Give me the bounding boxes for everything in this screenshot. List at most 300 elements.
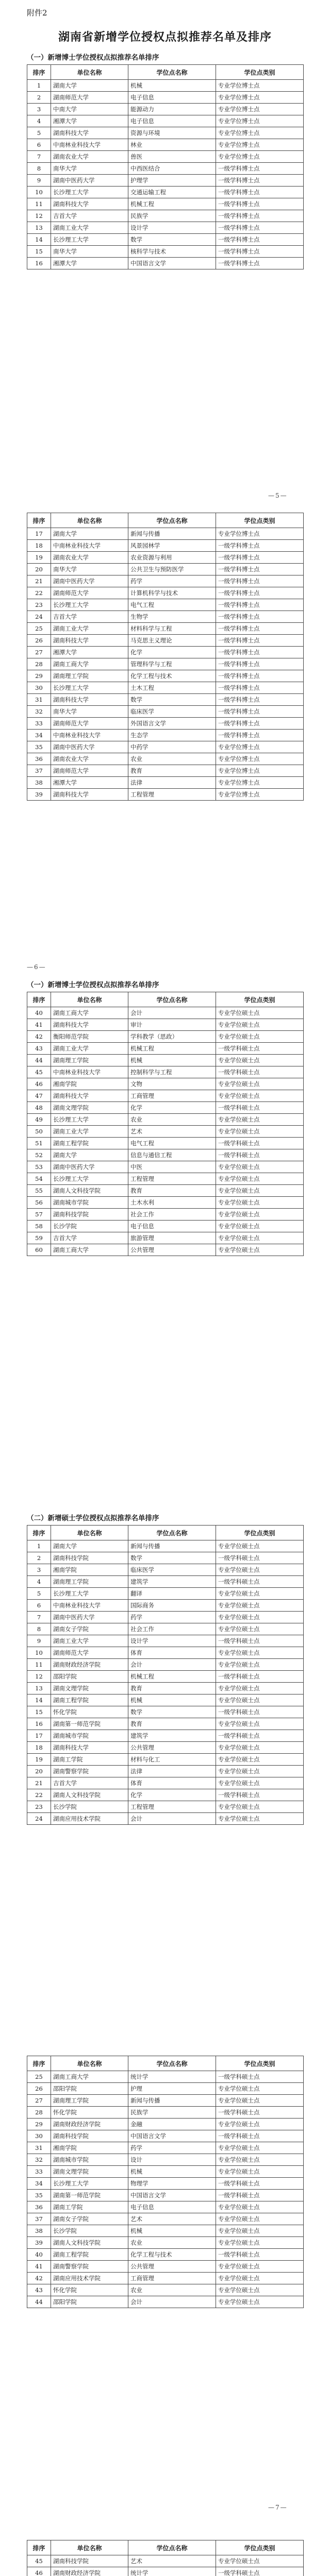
table-row <box>27 765 304 777</box>
table-cell: 12 <box>27 1671 51 1683</box>
table-cell: 24 <box>27 1813 51 1825</box>
table-cell: 湘南学院 <box>51 1078 128 1090</box>
column-header: 排序 <box>27 992 51 1007</box>
table-cell: 33 <box>27 2166 51 2178</box>
table-cell: 金融 <box>128 2119 216 2130</box>
table-cell: 数学 <box>128 234 216 246</box>
table-cell: 化学 <box>128 1789 216 1801</box>
table-cell: 8 <box>27 1623 51 1635</box>
table-cell: 53 <box>27 1161 51 1173</box>
table-row <box>27 139 304 151</box>
table-cell: 专业学位博士点 <box>216 789 304 801</box>
table-cell: 6 <box>27 139 51 151</box>
table-cell: 一级学科博士点 <box>216 694 304 706</box>
table-cell: 一级学科博士点 <box>216 647 304 658</box>
table-cell: 长沙理工大学 <box>51 2178 128 2190</box>
table-cell: 药学 <box>128 575 216 587</box>
table-row <box>27 1671 304 1683</box>
table-cell: 中南大学 <box>51 104 128 115</box>
column-header: 学位点名称 <box>128 1526 216 1540</box>
table-cell: 湖南财政经济学院 <box>51 2567 128 2576</box>
table-cell: 专业学位硕士点 <box>216 1754 304 1766</box>
table-cell: 法律 <box>128 1766 216 1777</box>
table-cell: 32 <box>27 706 51 718</box>
table-cell: 衡阳师范学院 <box>51 1031 128 1043</box>
table-row <box>27 1232 304 1244</box>
table-cell: 湖南第一师范学院 <box>51 1718 128 1730</box>
table-cell: 一级学科硕士点 <box>216 1102 304 1114</box>
table-cell: 湘南学院 <box>51 2142 128 2154</box>
table-cell: 新闻与传播 <box>128 528 216 540</box>
table-row <box>27 1623 304 1635</box>
table-cell: 一级学科硕士点 <box>216 2567 304 2576</box>
table-row <box>27 1161 304 1173</box>
table-cell: 设计学 <box>128 222 216 234</box>
table-cell: 湖南工程学院 <box>51 1138 128 1149</box>
table-cell: 36 <box>27 2201 51 2213</box>
table-cell: 19 <box>27 552 51 564</box>
table-cell: 长沙理工大学 <box>51 1588 128 1600</box>
table-row <box>27 1055 304 1066</box>
table-row <box>27 611 304 623</box>
table-cell: 7 <box>27 151 51 163</box>
table-row <box>27 2107 304 2119</box>
table-cell: 湖南工业大学 <box>51 1043 128 1055</box>
table-cell: 专业学位硕士点 <box>216 1185 304 1197</box>
table-cell: 湖南科技大学 <box>51 1742 128 1754</box>
table-row <box>27 2071 304 2083</box>
table-cell: 专业学位博士点 <box>216 92 304 104</box>
table-cell: 会计 <box>128 1813 216 1825</box>
table-cell: 55 <box>27 1185 51 1197</box>
table-cell: 林业 <box>128 139 216 151</box>
table-cell: 化学工程与技术 <box>128 2249 216 2261</box>
table-row <box>27 2284 304 2296</box>
table-cell: 艺术 <box>128 2213 216 2225</box>
table-cell: 湖南中医药大学 <box>51 741 128 753</box>
table-cell: 一级学科博士点 <box>216 682 304 694</box>
table-row <box>27 1612 304 1623</box>
table-row <box>27 92 304 104</box>
table-cell: 公共管理 <box>128 1244 216 1256</box>
table-cell: 南华大学 <box>51 564 128 575</box>
table-cell: 6 <box>27 1600 51 1612</box>
table-cell: 46 <box>27 1078 51 1090</box>
column-header: 排序 <box>27 65 51 80</box>
table-cell: 中国语言文学 <box>128 258 216 269</box>
table-cell: 35 <box>27 741 51 753</box>
table-cell: 设计学 <box>128 1635 216 1647</box>
table-row <box>27 1730 304 1742</box>
table-cell: 湖南大学 <box>51 1540 128 1552</box>
table-cell: 11 <box>27 1659 51 1671</box>
table-cell: 国际商务 <box>128 1600 216 1612</box>
table-cell: 湖南大学 <box>51 528 128 540</box>
table-cell: 专业学位硕士点 <box>216 2095 304 2107</box>
table-cell: 社会工作 <box>128 1209 216 1221</box>
column-header: 单位名称 <box>51 992 128 1007</box>
table-cell: 教育 <box>128 1718 216 1730</box>
table-cell: 37 <box>27 2213 51 2225</box>
table-row <box>27 1647 304 1659</box>
table-cell: 37 <box>27 765 51 777</box>
table-cell: 外国语言文学 <box>128 718 216 730</box>
table-row <box>27 1588 304 1600</box>
table-row <box>27 1777 304 1789</box>
table-cell: 专业学位硕士点 <box>216 1813 304 1825</box>
table-cell: 化学 <box>128 647 216 658</box>
column-header: 单位名称 <box>51 65 128 80</box>
table-cell: 30 <box>27 2130 51 2142</box>
table-cell: 文物 <box>128 1078 216 1090</box>
table-row <box>27 552 304 564</box>
table-cell: 专业学位硕士点 <box>216 1161 304 1173</box>
table-row <box>27 2178 304 2190</box>
table-cell: 44 <box>27 1055 51 1066</box>
table-cell: 机械工程 <box>128 1043 216 1055</box>
table-cell: 公共管理 <box>128 1742 216 1754</box>
table-cell: 一级学科硕士点 <box>216 2178 304 2190</box>
table-cell: 新闻与传播 <box>128 2095 216 2107</box>
table-cell: 建筑学 <box>128 1730 216 1742</box>
table-cell: 专业学位博士点 <box>216 127 304 139</box>
table-cell: 28 <box>27 658 51 670</box>
column-header: 排序 <box>27 513 51 528</box>
table-cell: 一级学科博士点 <box>216 587 304 599</box>
table-row <box>27 1007 304 1019</box>
table-row <box>27 2119 304 2130</box>
table-cell: 12 <box>27 210 51 222</box>
table-cell: 电子信息 <box>128 1221 216 1232</box>
table-row <box>27 2225 304 2237</box>
table-cell: 农业 <box>128 2284 216 2296</box>
table-cell: 湖南理工学院 <box>51 1576 128 1588</box>
table-row <box>27 234 304 246</box>
table-cell: 39 <box>27 2237 51 2249</box>
table-cell: 一级学科博士点 <box>216 198 304 210</box>
table-row <box>27 789 304 801</box>
table-cell: 湖南大学 <box>51 80 128 92</box>
table-cell: 机械 <box>128 80 216 92</box>
table-row <box>27 1564 304 1576</box>
column-header: 单位名称 <box>51 513 128 528</box>
table-cell: 专业学位硕士点 <box>216 2201 304 2213</box>
table-cell: 48 <box>27 1102 51 1114</box>
table-row <box>27 741 304 753</box>
table-cell: 学科教学（思政） <box>128 1031 216 1043</box>
table-cell: 湖南工程学院 <box>51 1694 128 1706</box>
column-header: 单位名称 <box>51 1526 128 1540</box>
table-cell: 公共管理 <box>128 2261 216 2273</box>
table-cell: 湖南工业大学 <box>51 222 128 234</box>
table-cell: 专业学位硕士点 <box>216 1766 304 1777</box>
table-row <box>27 1138 304 1149</box>
table-header-row <box>27 2056 304 2071</box>
table-cell: 中西医结合 <box>128 163 216 175</box>
table-cell: 材料与化工 <box>128 1754 216 1766</box>
table-cell: 长沙理工大学 <box>51 682 128 694</box>
table-row <box>27 564 304 575</box>
table-cell: 电子信息 <box>128 92 216 104</box>
table-cell: 7 <box>27 1612 51 1623</box>
table-cell: 长沙理工大学 <box>51 599 128 611</box>
table-cell: 湖南第一师范学院 <box>51 2190 128 2201</box>
table-cell: 中南林业科技大学 <box>51 139 128 151</box>
table-cell: 统计学 <box>128 2071 216 2083</box>
table-cell: 43 <box>27 1043 51 1055</box>
table-cell: 湖南科技学院 <box>51 2555 128 2567</box>
table-cell: 长沙理工大学 <box>51 234 128 246</box>
table-cell: 一级学科博士点 <box>216 210 304 222</box>
table-row <box>27 210 304 222</box>
page-number: —5— <box>268 492 288 499</box>
table-cell: 22 <box>27 587 51 599</box>
table-cell: 马克思主义理论 <box>128 635 216 647</box>
table-cell: 专业学位硕士点 <box>216 2154 304 2166</box>
table-cell: 湖南科技大学 <box>51 635 128 647</box>
table-row <box>27 670 304 682</box>
table-cell: 28 <box>27 2107 51 2119</box>
table-cell: 湖南科技学院 <box>51 1209 128 1221</box>
table-cell: 湖南科技大学 <box>51 694 128 706</box>
table-cell: 一级学科硕士点 <box>216 1706 304 1718</box>
table-cell: 26 <box>27 635 51 647</box>
table-cell: 生态学 <box>128 730 216 741</box>
table-cell: 农业 <box>128 1114 216 1126</box>
table-cell: 专业学位硕士点 <box>216 1623 304 1635</box>
table-cell: 一级学科硕士点 <box>216 1149 304 1161</box>
column-header: 学位点类别 <box>216 992 304 1007</box>
table-cell: 39 <box>27 789 51 801</box>
table-cell: 南华大学 <box>51 246 128 258</box>
table-row <box>27 222 304 234</box>
table-cell: 数学 <box>128 1552 216 1564</box>
table-cell: 法律 <box>128 777 216 789</box>
table-cell: 专业学位硕士点 <box>216 2119 304 2130</box>
table-row <box>27 1244 304 1256</box>
table-cell: 16 <box>27 258 51 269</box>
table-row <box>27 575 304 587</box>
table-cell: 工程管理 <box>128 1173 216 1185</box>
table-row <box>27 658 304 670</box>
table-cell: 一级学科博士点 <box>216 222 304 234</box>
table-row <box>27 1185 304 1197</box>
table-row <box>27 647 304 658</box>
table-cell: 中国语言文学 <box>128 2130 216 2142</box>
table-cell: 专业学位硕士点 <box>216 2261 304 2273</box>
table-cell: 一级学科博士点 <box>216 564 304 575</box>
table-cell: 一级学科硕士点 <box>216 1635 304 1647</box>
ranking-table <box>27 2056 304 2308</box>
column-header: 学位点类别 <box>216 2056 304 2071</box>
table-row <box>27 753 304 765</box>
table-cell: 一级学科硕士点 <box>216 1138 304 1149</box>
table-cell: 一级学科博士点 <box>216 234 304 246</box>
table-cell: 专业学位博士点 <box>216 139 304 151</box>
table-cell: 吉首大学 <box>51 210 128 222</box>
table-cell: 统计学 <box>128 2567 216 2576</box>
column-header: 排序 <box>27 2056 51 2071</box>
table-cell: 一级学科博士点 <box>216 599 304 611</box>
table-cell: 1 <box>27 80 51 92</box>
table-row <box>27 2130 304 2142</box>
table-cell: 湖南工业大学 <box>51 1635 128 1647</box>
table-cell: 14 <box>27 1694 51 1706</box>
table-cell: 专业学位博士点 <box>216 741 304 753</box>
table-row <box>27 246 304 258</box>
table-cell: 信息与通信工程 <box>128 1149 216 1161</box>
table-cell: 一级学科博士点 <box>216 611 304 623</box>
table-cell: 湖南工商大学 <box>51 1007 128 1019</box>
table-cell: 专业学位硕士点 <box>216 1078 304 1090</box>
table-cell: 14 <box>27 234 51 246</box>
table-cell: 专业学位硕士点 <box>216 1540 304 1552</box>
table-row <box>27 258 304 269</box>
table-row <box>27 599 304 611</box>
table-cell: 24 <box>27 611 51 623</box>
table-cell: 专业学位硕士点 <box>216 1221 304 1232</box>
section-heading: （一）新增博士学位授权点拟推荐名单排序 <box>27 981 159 989</box>
table-row <box>27 730 304 741</box>
table-row <box>27 1066 304 1078</box>
table-cell: 湖南大学 <box>51 1149 128 1161</box>
table-cell: 中药学 <box>128 741 216 753</box>
table-row <box>27 1126 304 1138</box>
table-cell: 专业学位硕士点 <box>216 2083 304 2095</box>
table-row <box>27 198 304 210</box>
table-cell: 机械 <box>128 2225 216 2237</box>
table-cell: 一级学科博士点 <box>216 575 304 587</box>
table-cell: 湖南科技学院 <box>51 2130 128 2142</box>
table-cell: 50 <box>27 1126 51 1138</box>
table-row <box>27 1789 304 1801</box>
table-cell: 专业学位硕士点 <box>216 1683 304 1694</box>
table-cell: 8 <box>27 163 51 175</box>
table-row <box>27 623 304 635</box>
table-cell: 33 <box>27 718 51 730</box>
table-cell: 湖南工学院 <box>51 2201 128 2213</box>
table-cell: 专业学位博士点 <box>216 80 304 92</box>
table-cell: 湖南师范大学 <box>51 587 128 599</box>
table-row <box>27 80 304 92</box>
table-cell: 湖南工商大学 <box>51 658 128 670</box>
table-cell: 湖南理工学院 <box>51 1055 128 1066</box>
table-cell: 长沙学院 <box>51 1221 128 1232</box>
ranking-table <box>27 992 304 1256</box>
table-cell: 5 <box>27 1588 51 1600</box>
table-cell: 化学工程与技术 <box>128 670 216 682</box>
table-cell: 长沙学院 <box>51 2225 128 2237</box>
table-cell: 资源与环境 <box>128 127 216 139</box>
table-cell: 41 <box>27 2261 51 2273</box>
table-cell: 一级学科硕士点 <box>216 1043 304 1055</box>
table-row <box>27 1540 304 1552</box>
table-cell: 湖南应用技术学院 <box>51 2273 128 2284</box>
table-cell: 1 <box>27 1540 51 1552</box>
table-cell: 护理 <box>128 2083 216 2095</box>
table-cell: 一级学科硕士点 <box>216 1671 304 1683</box>
table-cell: 风景园林学 <box>128 540 216 552</box>
table-cell: 南华大学 <box>51 163 128 175</box>
column-header: 排序 <box>27 1526 51 1540</box>
table-cell: 湖南工业大学 <box>51 623 128 635</box>
table-row <box>27 1078 304 1090</box>
table-cell: 邵阳学院 <box>51 1671 128 1683</box>
table-row <box>27 2190 304 2201</box>
table-cell: 民族学 <box>128 210 216 222</box>
table-row <box>27 1031 304 1043</box>
table-cell: 9 <box>27 1635 51 1647</box>
table-cell: 湖南工程学院 <box>51 2249 128 2261</box>
table-cell: 农业 <box>128 753 216 765</box>
table-cell: 29 <box>27 2119 51 2130</box>
table-cell: 湖南中医药大学 <box>51 575 128 587</box>
table-cell: 27 <box>27 647 51 658</box>
table-row <box>27 706 304 718</box>
table-cell: 电子信息 <box>128 115 216 127</box>
table-cell: 专业学位硕士点 <box>216 2225 304 2237</box>
table-cell: 一级学科博士点 <box>216 552 304 564</box>
table-cell: 15 <box>27 246 51 258</box>
table-cell: 40 <box>27 1007 51 1019</box>
table-row <box>27 2142 304 2154</box>
table-row <box>27 1694 304 1706</box>
section-heading: （一）新增博士学位授权点拟推荐名单排序 <box>27 54 159 62</box>
table-row <box>27 1090 304 1102</box>
table-cell: 临床医学 <box>128 1564 216 1576</box>
table-cell: 长沙理工大学 <box>51 1173 128 1185</box>
table-cell: 3 <box>27 104 51 115</box>
table-header-row <box>27 1526 304 1540</box>
table-cell: 42 <box>27 1031 51 1043</box>
ranking-table <box>27 64 304 269</box>
table-cell: 工程管理 <box>128 789 216 801</box>
table-cell: 邵阳学院 <box>51 2083 128 2095</box>
table-cell: 中南林业科技大学 <box>51 1066 128 1078</box>
table-row <box>27 1114 304 1126</box>
table-cell: 湖南农业大学 <box>51 151 128 163</box>
table-row <box>27 1221 304 1232</box>
table-row <box>27 1600 304 1612</box>
table-cell: 10 <box>27 187 51 198</box>
table-cell: 一级学科博士点 <box>216 730 304 741</box>
table-cell: 31 <box>27 2142 51 2154</box>
table-row <box>27 175 304 187</box>
table-row <box>27 1718 304 1730</box>
section-heading: （二）新增硕士学位授权点拟推荐名单排序 <box>27 1514 159 1522</box>
table-cell: 湖南师范大学 <box>51 1647 128 1659</box>
table-cell: 26 <box>27 2083 51 2095</box>
table-cell: 材料科学与工程 <box>128 623 216 635</box>
table-cell: 46 <box>27 2567 51 2576</box>
table-row <box>27 127 304 139</box>
table-cell: 13 <box>27 1683 51 1694</box>
table-row <box>27 635 304 647</box>
table-cell: 57 <box>27 1209 51 1221</box>
table-cell: 22 <box>27 1789 51 1801</box>
table-cell: 教育 <box>128 1185 216 1197</box>
table-cell: 数学 <box>128 694 216 706</box>
table-cell: 建筑学 <box>128 1576 216 1588</box>
table-row <box>27 104 304 115</box>
table-cell: 51 <box>27 1138 51 1149</box>
table-cell: 34 <box>27 2178 51 2190</box>
table-cell: 湖南工商大学 <box>51 2071 128 2083</box>
table-cell: 30 <box>27 682 51 694</box>
table-cell: 专业学位硕士点 <box>216 1126 304 1138</box>
table-cell: 农业 <box>128 2237 216 2249</box>
table-cell: 13 <box>27 222 51 234</box>
